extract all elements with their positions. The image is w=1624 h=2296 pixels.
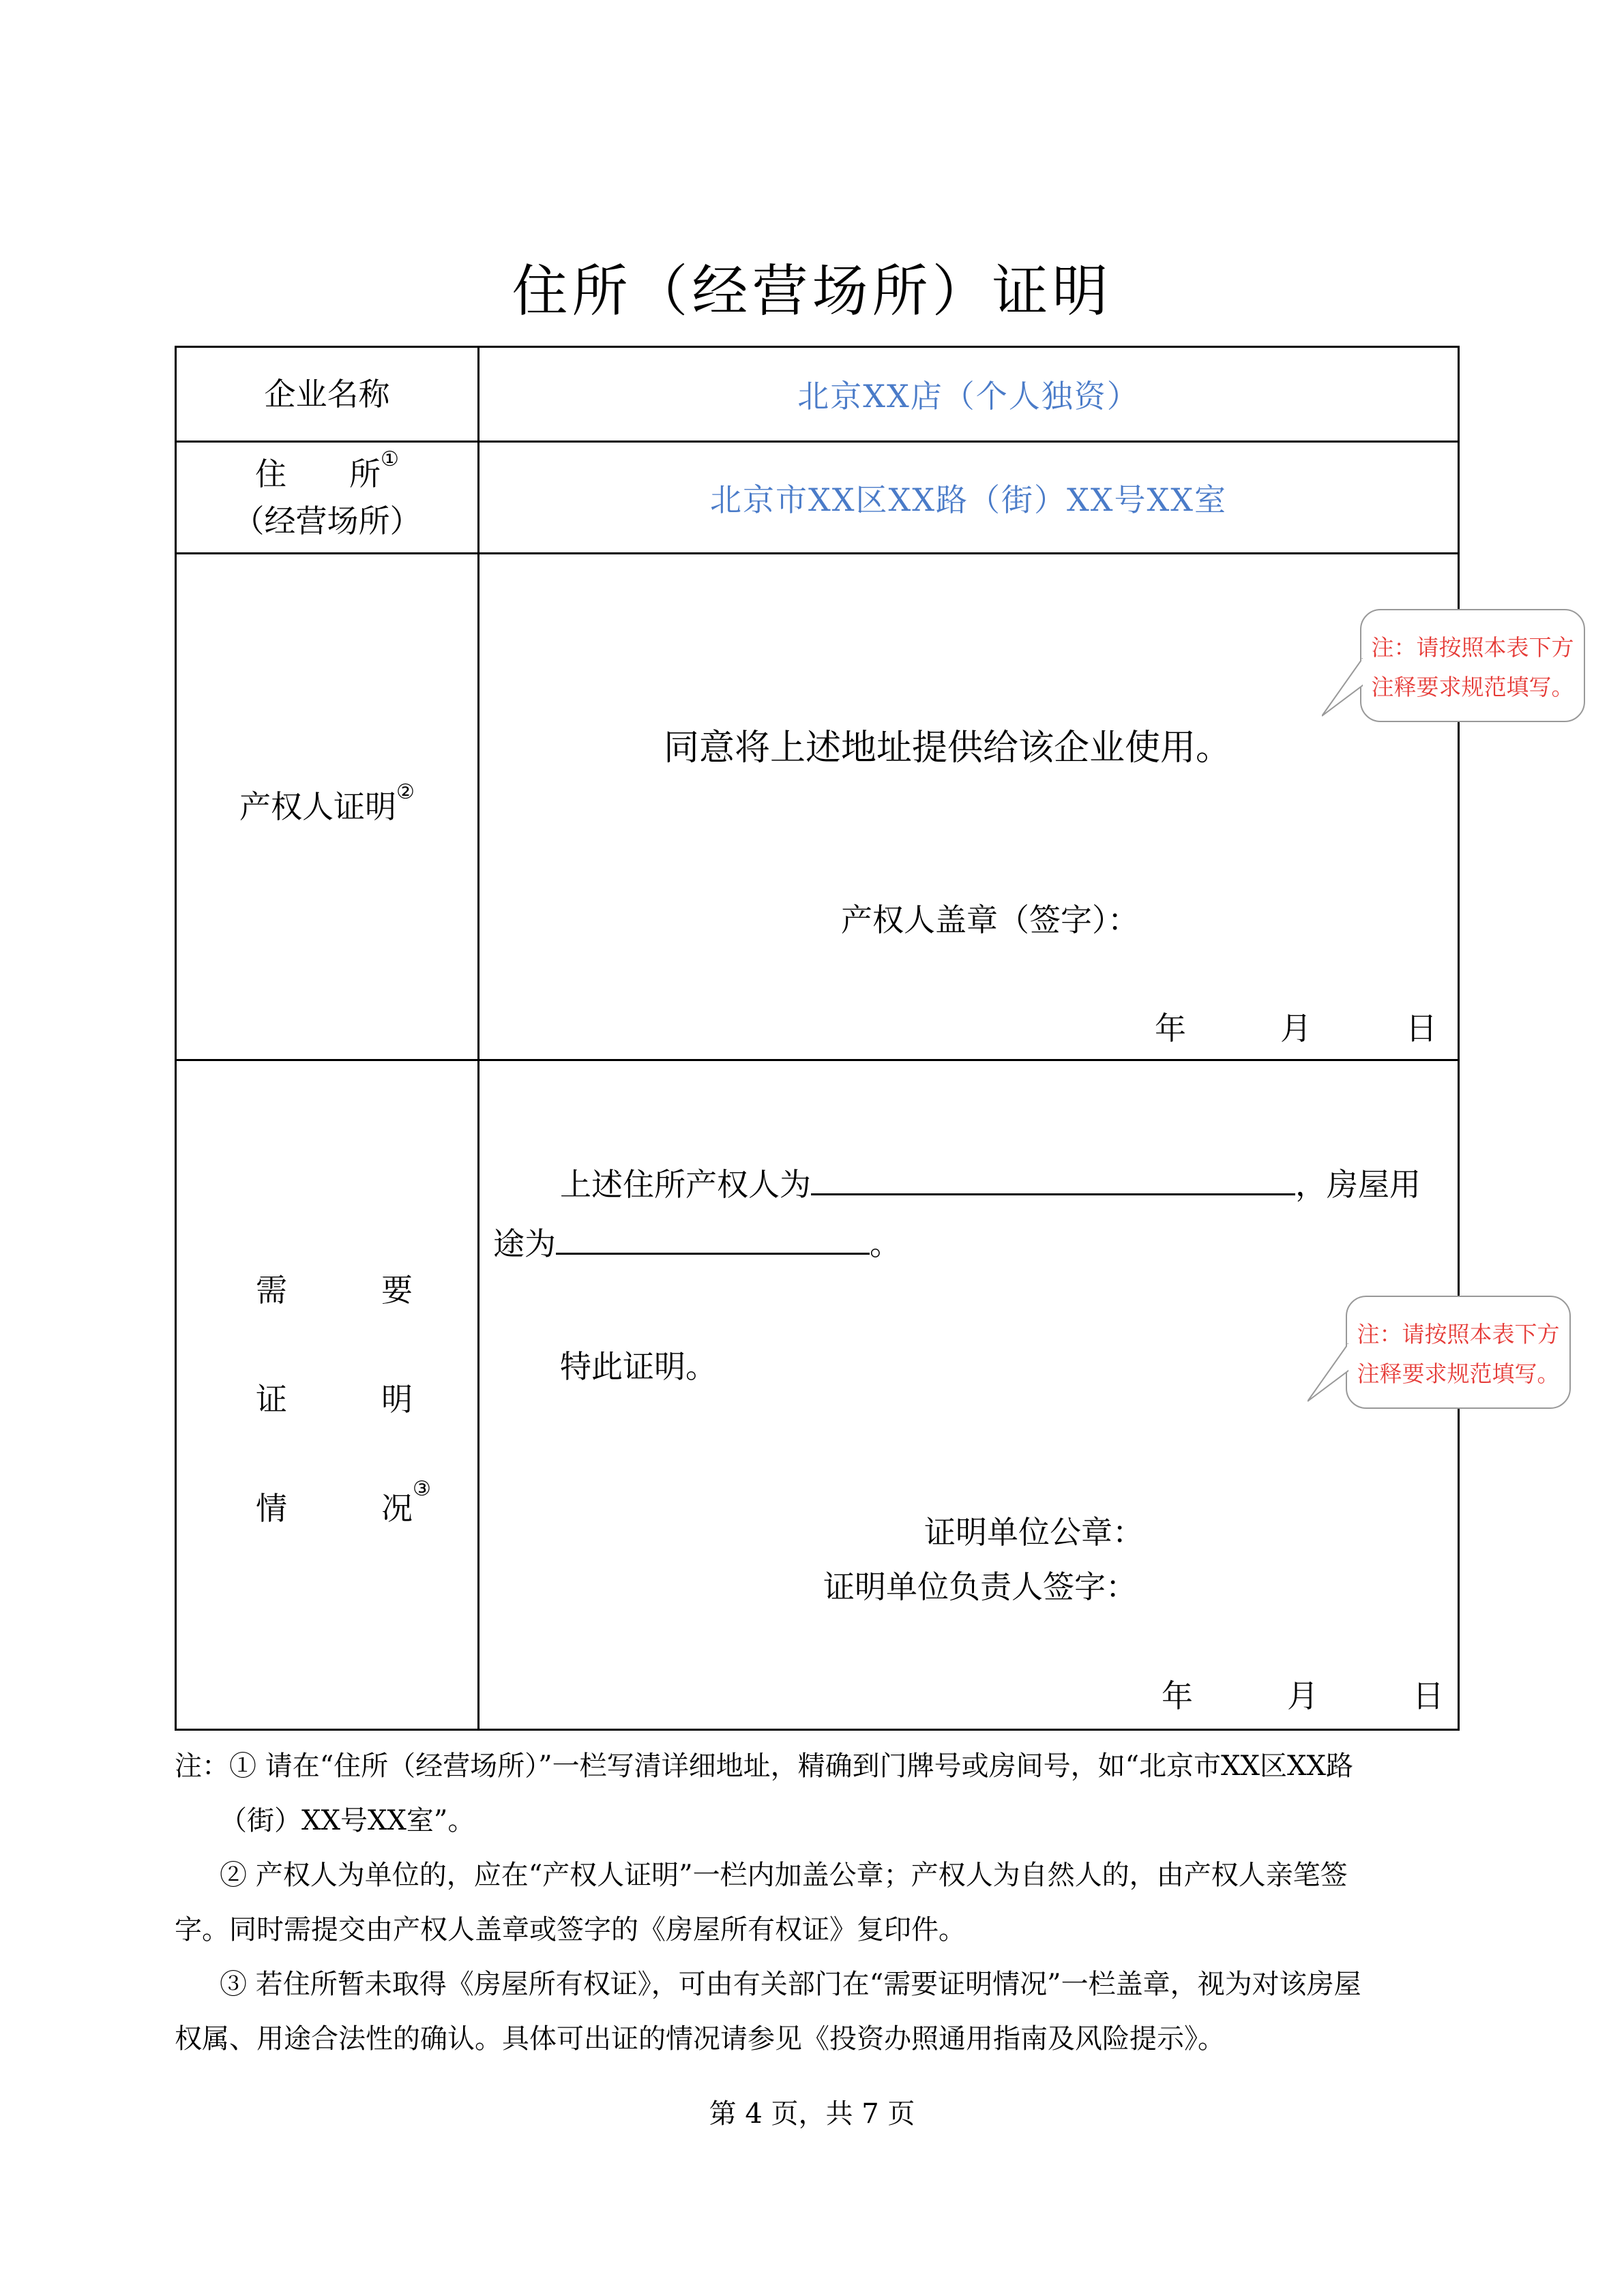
usage-blank[interactable] [556, 1224, 870, 1255]
need-line1-prefix: 上述住所产权人为 [560, 1166, 811, 1203]
owner-consent-text: 同意将上述地址提供给该企业使用。 [664, 728, 1232, 769]
row-address [176, 442, 1459, 554]
issuer-sign-label: 证明单位负责人签字： [823, 1568, 1137, 1605]
need-line2-suffix: 。 [870, 1225, 901, 1262]
company-name-label: 企业名称 [176, 347, 479, 442]
callout-tail-icon [1322, 658, 1363, 719]
row-company-name [176, 347, 1459, 442]
callout-1-line2: 注释要求规范填写。 [1371, 674, 1574, 700]
note-1-line-b: （街）XX号XX室”。 [220, 1805, 475, 1836]
address-value[interactable]: 北京市XX区XX路（街）XX号XX室 [479, 442, 1459, 554]
note-mark-1: ① [381, 447, 399, 471]
company-name-value[interactable]: 北京XX店（个人独资） [479, 347, 1459, 442]
need-date: 年 月 日 [1162, 1678, 1444, 1714]
need-proof-label [176, 1060, 479, 1730]
hereby-text: 特此证明。 [560, 1348, 717, 1385]
owner-label-text: 产权人证明 [239, 788, 397, 825]
callout-1-line1: 注：请按照本表下方 [1371, 634, 1574, 661]
note-1-line-a: 注：① 请在“住所（经营场所）”一栏写清详细地址，精确到门牌号或房间号，如“北京市XX区XX路 [175, 1750, 1353, 1782]
callout-2-line1: 注：请按照本表下方 [1357, 1321, 1560, 1347]
address-label-line2: （经营场所） [233, 502, 422, 539]
owner-date: 年 月 日 [1155, 1010, 1437, 1047]
note-3-line-a: ③ 若住所暂未取得《房屋所有权证》，可由有关部门在“需要证明情况”一栏盖章，视为对该房屋 [220, 1969, 1361, 2000]
row-need-proof [176, 1060, 1459, 1730]
owner-label [176, 554, 479, 1060]
callout-note-1 [1360, 609, 1585, 722]
need-line1-suffix: ，房屋用 [1295, 1166, 1421, 1203]
note-mark-3: ③ [413, 1477, 431, 1501]
address-label-line1: 住 所 [255, 455, 381, 492]
callout-tail-icon [1308, 1343, 1348, 1405]
note-2-line-b: 字。同时需提交由产权人盖章或签字的《房屋所有权证》复印件。 [175, 1914, 966, 1945]
certificate-table [175, 346, 1460, 1731]
row-owner-proof [176, 554, 1459, 1060]
note-mark-2: ② [396, 779, 415, 804]
callout-note-2 [1346, 1296, 1571, 1409]
notes-section [175, 1739, 1457, 2066]
need-label-1: 需 要 [256, 1272, 413, 1309]
address-label [176, 442, 479, 554]
need-label-3: 情 况 [256, 1490, 413, 1527]
page-title: 住所（经营场所）证明 [512, 259, 1112, 324]
need-label-2: 证 明 [256, 1381, 413, 1418]
page-footer: 第 4 页，共 7 页 [709, 2098, 915, 2130]
owner-proof-cell[interactable] [479, 554, 1459, 1060]
owner-name-blank[interactable] [811, 1165, 1295, 1195]
callout-2-line2: 注释要求规范填写。 [1357, 1360, 1560, 1387]
issuer-seal-label: 证明单位公章： [924, 1514, 1144, 1551]
owner-seal-label: 产权人盖章（签字）： [841, 901, 1139, 938]
need-line2-prefix: 途为 [493, 1225, 556, 1262]
note-3-line-b: 权属、用途合法性的确认。具体可出证的情况请参见《投资办照通用指南及风险提示》。 [175, 2023, 1225, 2055]
note-2-line-a: ② 产权人为单位的，应在“产权人证明”一栏内加盖公章；产权人为自然人的，由产权人亲笔签 [220, 1860, 1348, 1891]
